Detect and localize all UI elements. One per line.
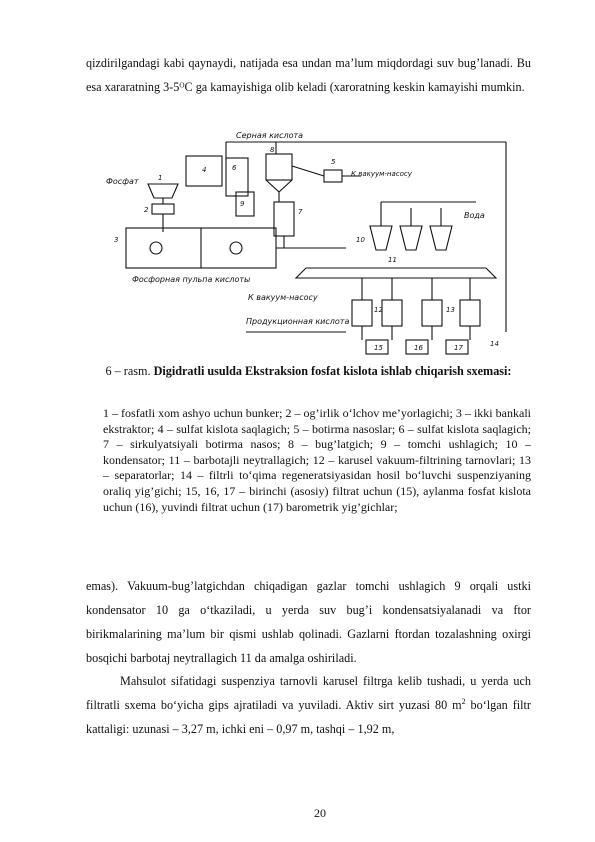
paragraph-filter-suffix: bo‘lgan filtr kattaligi: uzunasi – 3,27 m, ichki eni – 0,97 m, tashqi – 1,92 m, [86,697,531,736]
paragraph-filter-prefix: Mahsulot sifatidagi suspenziya tarnovli karusel filtrga kelib tushadi, u yerda uch filtratli sxema bo‘yicha gips ajratiladi va yuviladi. Aktiv sirt yuzasi 80 m [86,674,531,712]
process-flow-diagram [86,132,526,362]
caption-title: Digidratli usulda Ekstraksion fosfat kislota ishlab chiqarish sxemasi: [153,364,512,378]
figure-legend: 1 – fosfatli xom ashyo uchun bunker; 2 – og’irlik o‘lchov me’yorlagichi; 3 – ikki bankali ekstraktor; 4 – sulfat kislota saqlagich; 5 – botirma nasoslar; 6 – sulfat kislota saqlagich; 7 – sirkulyatsiyali botirma nasos; 8 – bug’latgich; 9 – tomchi ushlagich; 10 – kondensator; 11 – barbotajli neytrallagich; 12 – karusel vakuum-filtrining tarnovlari; 13 – separatorlar; 14 – filtrli to‘qima regeneratsiyasidan hosil bo‘luvchi suspenziyaning oraliq yig’gichi; 15, 16, 17 – birinchi (asosiy) filtrat uchun (15), aylanma fosfat kislota uchun (16), yuvindi filtrat uchun (17) barometrik yig’gichlar; [103,406,531,514]
num-8: 8 [270,146,275,154]
num-4: 4 [202,166,207,174]
num-13: 13 [446,306,455,314]
num-9: 9 [240,200,245,208]
label-to-vacuum-pump-bottom: К вакуум-насосу [248,293,318,302]
paragraph-intro-prefix: qizdirilgandagi kabi qaynaydi, natijada esa undan ma’lum miqdordagi suv bug’lanadi. Bu esa xararatning 3-5 [86,56,531,94]
degree-unit: ᴼC [179,79,193,94]
paragraph-intro [86,52,531,99]
num-7: 7 [298,208,303,216]
num-3: 3 [114,236,119,244]
num-14: 14 [490,340,499,348]
num-6: 6 [232,164,237,172]
num-16: 16 [414,344,423,352]
figure-caption [86,363,531,379]
label-to-vacuum-pump-top: К вакуум-насосу [351,170,412,178]
label-phosphoric-acid-pulp: Фосфорная пульпа кислоты [132,275,251,284]
num-12: 12 [374,306,383,314]
num-2: 2 [144,206,149,214]
num-11: 11 [388,256,397,264]
num-5: 5 [331,158,336,166]
page-number: 20 [314,806,326,820]
num-1: 1 [158,174,163,182]
paragraph-filter [86,670,531,741]
paragraph-intro-suffix: ga kamayishiga olib keladi (xaroratning keskin kamayishi mumkin. [192,79,525,94]
area-superscript: 2 [461,696,466,706]
label-phosphate: Фосфат [106,177,139,186]
num-10: 10 [356,236,365,244]
caption-prefix: 6 – rasm. [105,364,151,378]
label-sulfuric-acid: Серная кислота [236,132,304,140]
label-water: Вода [464,211,485,220]
paragraph-vacuum-evaporator: emas). Vakuum-bug’latgichdan chiqadigan gazlar tomchi ushlagich 9 orqali ustki kondensator 10 ga o‘tkaziladi, u yerda suv bug’i kondensatsiyalanadi va ftor birikmalarining ma’lum bir qismi ushlab qolinadi. Gazlarni ftordan tozalashning oxirgi bosqichi barbotaj neytrallagich 11 da amalga oshiriladi. [86,579,531,665]
num-15: 15 [374,344,383,352]
num-17: 17 [454,344,463,352]
label-product-acid: Продукционная кислота [246,317,350,326]
